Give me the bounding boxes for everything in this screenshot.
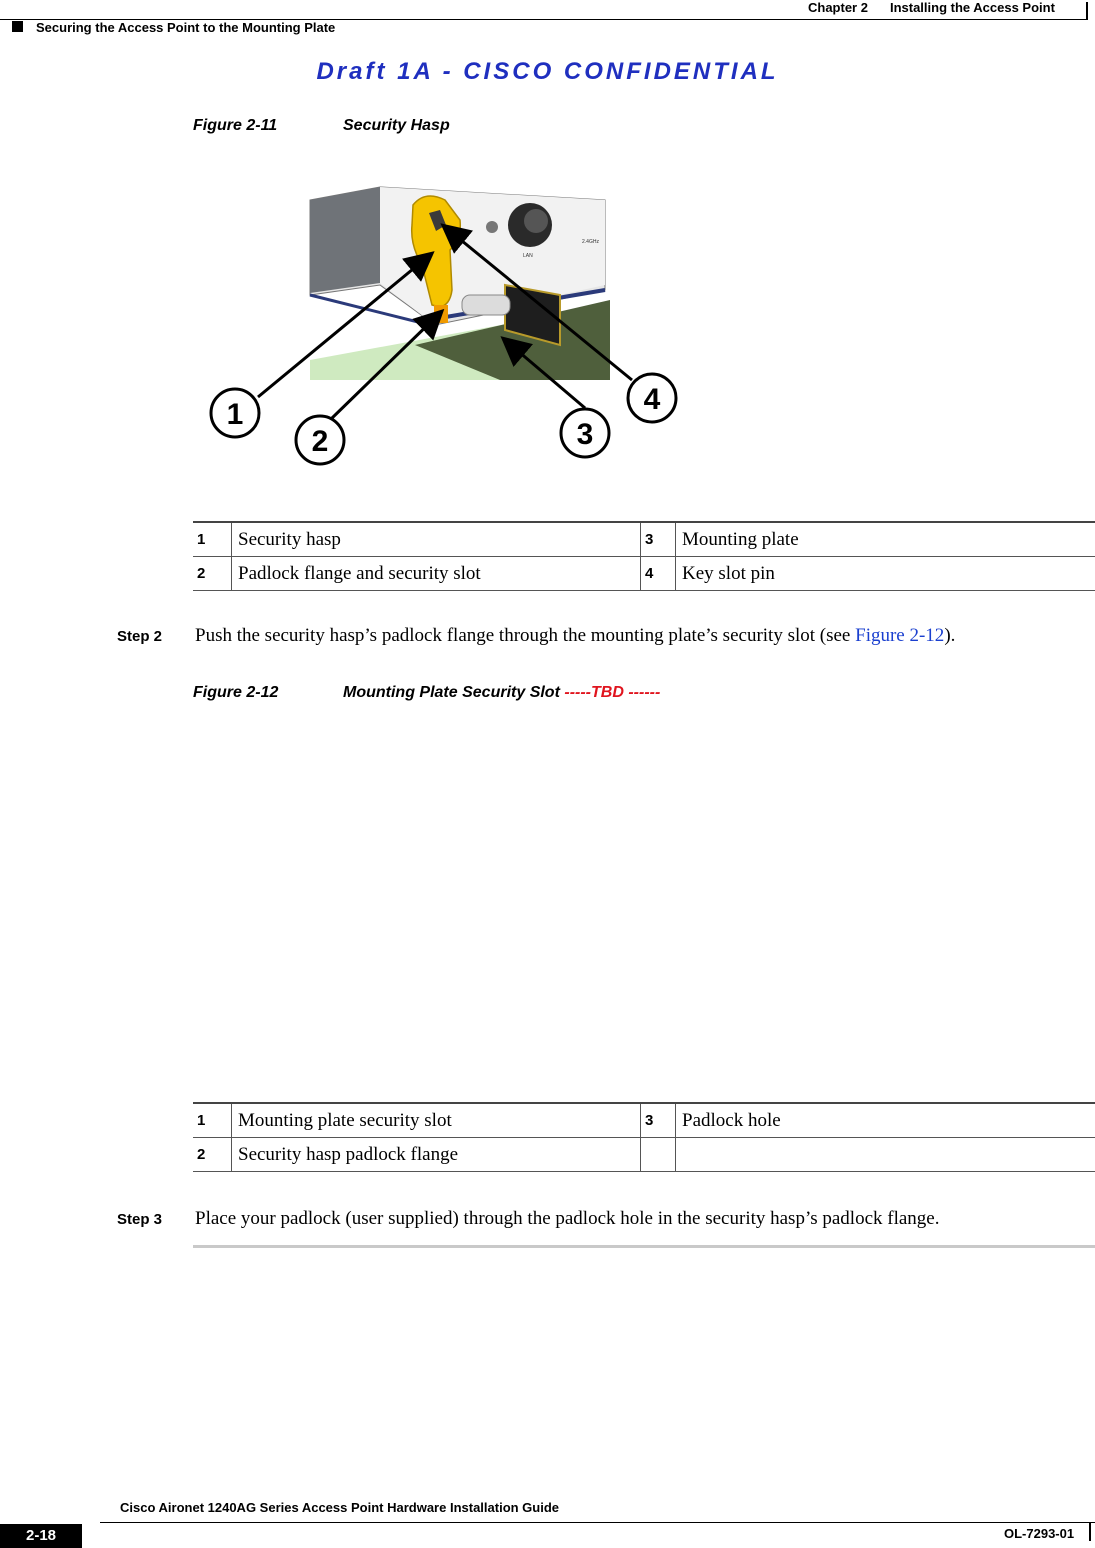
figure-2-12-link[interactable]: Figure 2-12 — [855, 625, 945, 646]
legend-text: Security hasp — [232, 522, 641, 557]
header-square — [12, 21, 23, 32]
callout-1 — [211, 389, 259, 437]
figure2-tbd: -----TBD ------ — [564, 684, 661, 701]
figure2-legend-table — [193, 1102, 1095, 1172]
legend-number — [641, 1138, 676, 1172]
procedure-end-rule — [193, 1245, 1095, 1248]
figure1-title: Security Hasp — [343, 117, 450, 134]
step3-text: Place your padlock (user supplied) through the padlock hole in the security hasp’s padlock flange. — [195, 1208, 940, 1229]
step2-text-main: Push the security hasp’s padlock flange through the mounting plate’s security slot (see — [195, 625, 856, 646]
legend-number: 4 — [641, 557, 676, 591]
step3-label: Step 3 — [117, 1211, 163, 1228]
step2-text-end: ). — [944, 625, 956, 646]
figure2-number: Figure 2-12 — [193, 684, 279, 701]
footer-rule — [100, 1522, 1095, 1523]
figure1-number: Figure 2-11 — [193, 117, 278, 134]
table-row — [193, 557, 1095, 591]
page-number: 2-18 — [0, 1524, 82, 1548]
legend-text: Mounting plate — [676, 522, 1095, 557]
callout-4 — [628, 374, 676, 422]
footer-guide-title: Cisco Aironet 1240AG Series Access Point Hardware Installation Guide — [120, 1500, 560, 1515]
legend-number: 2 — [193, 557, 232, 591]
figure1-caption — [193, 117, 450, 135]
padlock-flange — [434, 305, 448, 323]
step2-text — [195, 625, 955, 647]
table-row — [193, 1103, 1095, 1138]
chapter-title: Installing the Access Point — [889, 0, 1055, 15]
legend-number: 3 — [641, 1103, 676, 1138]
legend-text: Padlock flange and security slot — [232, 557, 641, 591]
key-slot-pin — [462, 295, 510, 315]
footer-tick — [1089, 1523, 1091, 1541]
legend-number: 2 — [193, 1138, 232, 1172]
security-hasp-illustration — [200, 165, 690, 475]
svg-text:4: 4 — [643, 383, 661, 416]
device-label-radio: 2.4GHz — [582, 239, 599, 245]
svg-text:2: 2 — [311, 425, 329, 458]
svg-text:3: 3 — [576, 418, 594, 451]
doc-number: OL-7293-01 — [1004, 1526, 1075, 1541]
legend-text — [676, 1138, 1095, 1172]
draft-watermark: Draft 1A - CISCO CONFIDENTIAL — [316, 58, 779, 85]
figure2-caption — [193, 684, 660, 702]
device-label-lan: LAN — [523, 253, 533, 259]
table-row — [193, 522, 1095, 557]
header-section: Securing the Access Point to the Mounting Plate — [36, 20, 336, 35]
chapter-label: Chapter 2 — [808, 0, 868, 15]
legend-number: 3 — [641, 522, 676, 557]
legend-text: Security hasp padlock flange — [232, 1138, 641, 1172]
svg-text:1: 1 — [226, 398, 244, 431]
legend-text: Padlock hole — [676, 1103, 1095, 1138]
step2-label: Step 2 — [117, 628, 163, 645]
table-row — [193, 1138, 1095, 1172]
legend-text: Key slot pin — [676, 557, 1095, 591]
figure1-legend-table — [193, 521, 1095, 591]
legend-text: Mounting plate security slot — [232, 1103, 641, 1138]
figure2-title: Mounting Plate Security Slot — [343, 684, 560, 701]
callout-2 — [296, 416, 344, 464]
header-tick — [1086, 2, 1088, 20]
access-point-side — [310, 187, 380, 293]
legend-number: 1 — [193, 1103, 232, 1138]
header-chapter — [808, 0, 1055, 15]
legend-number: 1 — [193, 522, 232, 557]
callout-3 — [561, 409, 609, 457]
